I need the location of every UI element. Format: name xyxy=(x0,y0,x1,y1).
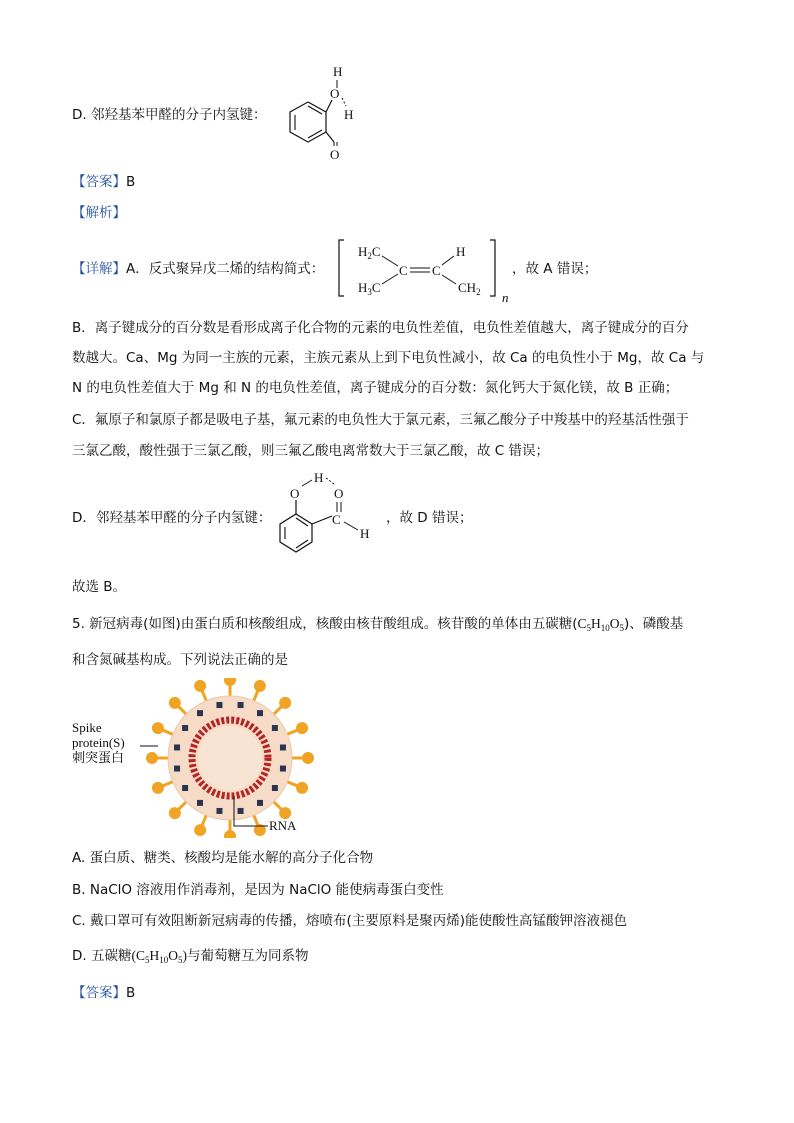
membrane-protein xyxy=(272,785,278,791)
spike-head xyxy=(302,752,314,764)
membrane-protein xyxy=(197,800,203,806)
q4-detail-b-2: 数越大。Ca、Mg 为同一主族的元素，主族元素从上到下电负性减小，故 Ca 的电负性小于 Mg，故 Ca 与 xyxy=(72,350,705,366)
membrane-protein xyxy=(197,710,203,716)
o-right: O xyxy=(334,486,344,501)
q4-conclusion: 故选 B。 xyxy=(72,579,127,595)
oh-hydrogen: H xyxy=(333,64,343,79)
cho-oxygen: O xyxy=(330,147,340,162)
spike-head xyxy=(224,830,236,838)
c-left: C xyxy=(399,263,408,278)
salicylaldehyde-hbond-structure xyxy=(268,62,378,162)
spike-head xyxy=(152,722,164,734)
membrane-protein xyxy=(280,766,286,772)
q5-formula: $C_5H_{10}O_5$ xyxy=(577,616,624,633)
q4-detail-b-1: B．离子键成分的百分数是看形成离子化合物的元素的电负性差值，电负性差值越大，离子键成分的百分 xyxy=(72,320,689,336)
coronavirus-figure xyxy=(140,678,320,838)
c-right: C xyxy=(432,263,441,278)
spike-head xyxy=(169,807,181,819)
ch3-group: $H_3C$ xyxy=(358,280,381,297)
q5-option-d: D. 五碳糖$(C_5H_{10}O_5)$与葡萄糖互为同系物 xyxy=(72,948,309,965)
spike-head xyxy=(296,722,308,734)
spike-label: Spike protein(S) 刺突蛋白 xyxy=(72,720,125,765)
spike-head xyxy=(169,697,181,709)
spike-head xyxy=(296,782,308,794)
membrane-protein xyxy=(257,710,263,716)
q5-answer: 【答案】B xyxy=(72,985,136,1001)
q4-detail-d: D．邻羟基苯甲醛的分子内氢键： xyxy=(72,510,272,526)
spike-head xyxy=(194,680,206,692)
q4-detail-c-1: C．氟原子和氯原子都是吸电子基，氟元素的电负性大于氯元素，三氟乙酸分子中羧基中的羟基活性强于 xyxy=(72,412,689,428)
q4-detail-a-tail: ，故 A 错误； xyxy=(512,261,598,277)
spike-head xyxy=(152,782,164,794)
h-right: H xyxy=(456,244,466,259)
h-aldehyde: H xyxy=(360,526,370,541)
h-bridge: H xyxy=(314,470,324,485)
q5-option-c: C. 戴口罩可有效阻断新冠病毒的传播，熔喷布(主要原料是聚丙烯)能使酸性高锰酸钾溶液褪色 xyxy=(72,913,628,929)
cho-hydrogen: H xyxy=(344,107,354,122)
q4-detail-c-2: 三氯乙酸，酸性强于三氯乙酸，则三氟乙酸电离常数大于三氯乙酸，故 C 错误； xyxy=(72,443,550,459)
membrane-protein xyxy=(174,766,180,772)
rna-label: RNA xyxy=(269,818,297,833)
oh-oxygen: O xyxy=(330,86,340,101)
q4-detail-a: 【详解】A．反式聚异戊二烯的结构简式： xyxy=(72,261,325,277)
membrane-protein xyxy=(216,808,222,814)
spike-head xyxy=(146,752,158,764)
spike-head xyxy=(254,680,266,692)
polyisoprene-structure xyxy=(336,234,514,304)
membrane-protein xyxy=(272,725,278,731)
repeat-n: n xyxy=(502,290,509,304)
q5-stem-2: 和含氮碱基构成。下列说法正确的是 xyxy=(72,652,288,668)
membrane-protein xyxy=(280,744,286,750)
o-left: O xyxy=(290,486,300,501)
spike-head xyxy=(279,697,291,709)
q4-detail-b-3: N 的电负性差值大于 Mg 和 N 的电负性差值，离子键成分的百分数：氮化钙大于氮化镁，故 B 正确； xyxy=(72,380,679,396)
q4-option-d: D. 邻羟基苯甲醛的分子内氢键： xyxy=(72,107,267,123)
spike-head xyxy=(194,824,206,836)
q5-option-d-formula: $(C_5H_{10}O_5)$ xyxy=(131,948,187,965)
spike-head xyxy=(224,678,236,686)
membrane-protein xyxy=(174,744,180,750)
membrane-protein xyxy=(182,785,188,791)
membrane-protein xyxy=(238,808,244,814)
membrane-protein xyxy=(238,702,244,708)
membrane-protein xyxy=(257,800,263,806)
q5-option-a: A. 蛋白质、糖类、核酸均是能水解的高分子化合物 xyxy=(72,850,374,866)
q4-detail-d-tail: ，故 D 错误； xyxy=(386,510,473,526)
h2c-group: $H_2C$ xyxy=(358,244,381,261)
c-aldehyde: C xyxy=(332,512,341,527)
q5-option-b: B. NaClO 溶液用作消毒剂，是因为 NaClO 能使病毒蛋白变性 xyxy=(72,882,444,898)
q4-analysis-tag: 【解析】 xyxy=(72,205,126,221)
ch2-right: $CH_2$ xyxy=(458,280,481,297)
q5-stem-1: 5. 新冠病毒(如图)由蛋白质和核酸组成，核酸由核苷酸组成。核苷酸的单体由五碳糖$(C_5H_{10}O_5)$、磷酸基 xyxy=(72,616,684,633)
membrane-protein xyxy=(182,725,188,731)
salicylaldehyde-hbond-structure-2 xyxy=(270,466,390,562)
virus-core xyxy=(198,726,262,790)
membrane-protein xyxy=(216,702,222,708)
q4-answer: 【答案】B xyxy=(72,174,136,190)
